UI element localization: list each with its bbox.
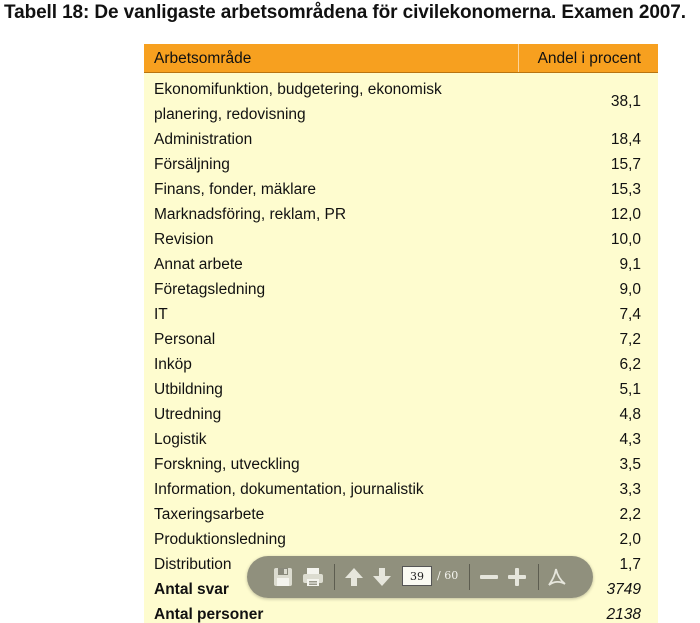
table-header <box>144 44 658 73</box>
page-number-input[interactable]: 39 <box>402 566 432 586</box>
pdf-toolbar <box>247 556 593 598</box>
table-row <box>144 127 658 152</box>
table-row <box>144 327 658 352</box>
cell-share: 7,4 <box>619 306 641 323</box>
total-value: 2138 <box>606 606 641 623</box>
print-icon[interactable] <box>301 565 325 589</box>
total-label: Antal personer <box>154 606 264 623</box>
cell-share: 38,1 <box>610 93 641 110</box>
cell-share: 4,8 <box>619 406 641 423</box>
table-row <box>144 452 658 477</box>
cell-area: Logistik <box>154 431 207 448</box>
table-row <box>144 527 658 552</box>
cell-share: 7,2 <box>619 331 641 348</box>
zoom-out-icon[interactable] <box>477 565 501 589</box>
header-divider <box>518 44 519 72</box>
cell-area: Annat arbete <box>154 256 243 273</box>
cell-share: 2,0 <box>619 531 641 548</box>
total-label: Antal svar <box>154 581 229 598</box>
cell-share: 6,2 <box>619 356 641 373</box>
table-row <box>144 152 658 177</box>
cell-area: Administration <box>154 131 253 148</box>
cell-share: 4,3 <box>619 431 641 448</box>
cell-share: 1,7 <box>619 556 641 573</box>
cell-area: Marknadsföring, reklam, PR <box>154 206 347 223</box>
acrobat-icon[interactable] <box>545 565 569 589</box>
arrow-up-icon[interactable] <box>342 565 366 589</box>
toolbar-divider <box>334 564 335 590</box>
page-total: / 60 <box>437 569 459 582</box>
cell-area: Utredning <box>154 406 222 423</box>
cell-share: 10,0 <box>610 231 641 248</box>
cell-share: 2,2 <box>619 506 641 523</box>
cell-share: 12,0 <box>610 206 641 223</box>
cell-area: Information, dokumentation, journalistik <box>154 481 424 498</box>
column-header-share: Andel i procent <box>537 50 641 67</box>
arrow-down-icon[interactable] <box>370 565 394 589</box>
cell-area: Utbildning <box>154 381 223 398</box>
cell-area: Taxeringsarbete <box>154 506 265 523</box>
column-header-area: Arbetsområde <box>154 50 252 67</box>
cell-share: 3,3 <box>619 481 641 498</box>
table-row <box>144 477 658 502</box>
cell-area: Företagsledning <box>154 281 266 298</box>
table-row <box>144 227 658 252</box>
table-row <box>144 77 658 127</box>
cell-area: Finans, fonder, mäklare <box>154 181 316 198</box>
table-row <box>144 277 658 302</box>
data-table <box>144 44 658 623</box>
save-icon[interactable] <box>271 565 295 589</box>
cell-share: 15,3 <box>610 181 641 198</box>
table-row <box>144 302 658 327</box>
cell-area: Inköp <box>154 356 192 373</box>
table-row <box>144 202 658 227</box>
cell-share: 9,1 <box>619 256 641 273</box>
cell-share: 15,7 <box>610 156 641 173</box>
cell-area: Distribution <box>154 556 232 573</box>
cell-area: IT <box>154 306 168 323</box>
cell-area: Försäljning <box>154 156 230 173</box>
zoom-in-icon[interactable] <box>505 565 529 589</box>
table-row <box>144 377 658 402</box>
cell-area: Produktionsledning <box>154 531 286 548</box>
cell-share: 9,0 <box>619 281 641 298</box>
total-value: 3749 <box>606 581 641 598</box>
cell-share: 5,1 <box>619 381 641 398</box>
table-row <box>144 502 658 527</box>
cell-share: 18,4 <box>610 131 641 148</box>
cell-area: Revision <box>154 231 214 248</box>
table-row <box>144 402 658 427</box>
table-body <box>144 77 658 623</box>
cell-share: 3,5 <box>619 456 641 473</box>
page-title: Tabell 18: De vanligaste arbetsområdena för civilekonomerna. Examen 2007. <box>4 2 686 23</box>
cell-area: Forskning, utveckling <box>154 456 300 473</box>
cell-area: Ekonomifunktion, budgetering, ekonomisk planering, redovisning <box>154 81 442 123</box>
toolbar-divider <box>469 564 470 590</box>
toolbar-divider <box>538 564 539 590</box>
table-row <box>144 177 658 202</box>
table-row <box>144 427 658 452</box>
table-row <box>144 352 658 377</box>
table-row <box>144 252 658 277</box>
cell-area: Personal <box>154 331 216 348</box>
total-row <box>144 602 658 623</box>
